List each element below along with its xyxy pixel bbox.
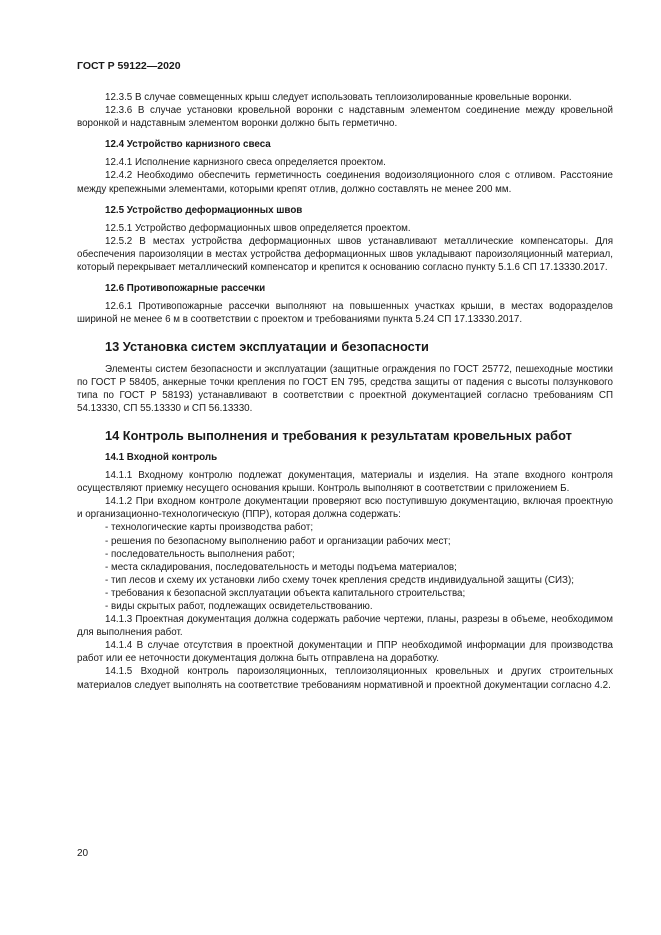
- section-heading: 13 Установка систем эксплуатации и безопасности: [105, 339, 429, 355]
- page-number: 20: [77, 848, 89, 859]
- section-heading: 14 Контроль выполнения и требования к результатам кровельных работ: [105, 427, 572, 443]
- paragraph: 12.5.1 Устройство деформационных швов определяется проектом.: [105, 222, 411, 234]
- document-header: ГОСТ Р 59122—2020: [77, 60, 181, 72]
- paragraph: 14.1.5 Входной контроль пароизоляционных, теплоизоляционных кровельных и других строительных материалов следует выполнять на соответствие требованиям нормативной и проектной документации согласно 4.2.: [77, 666, 613, 691]
- paragraph: 12.3.5 В случае совмещенных крыш следует использовать теплоизолированные кровельные воронки.: [105, 92, 572, 103]
- list-item: - требования к безопасной эксплуатации объекта капитального строительства;: [105, 587, 466, 599]
- paragraph: 14.1.2 При входном контроле документации проверяют всю поступившую документацию, включая проектную и организационно-технологическую (ППР), которая должна содержать:: [77, 496, 613, 521]
- paragraph: 12.4.2 Необходимо обеспечить герметичность соединения водоизоляционного слоя с отливом. Расстояние между крепежными элементами, которыми крепят отлив, должно составлять не менее 200 мм.: [77, 170, 613, 195]
- list-item: - последовательность выполнения работ;: [105, 548, 295, 560]
- paragraph: 12.6.1 Противопожарные рассечки выполняют на повышенных участках крыши, в местах водоразделов шириной не менее 6 м в соответствии с проектом и требованиями пункта 5.24 СП 17.13330.2017.: [77, 301, 613, 326]
- paragraph: 14.1.1 Входному контролю подлежат документация, материалы и изделия. На этапе входного контроля осуществляют приемку несущего основания крыши. Контроль выполняют в соответствии с приложением Б.: [77, 470, 613, 495]
- paragraph: 12.3.6 В случае установки кровельной воронки с надставным элементом соединение между кровельной воронкой и надставным элементом воронки должно быть герметично.: [77, 105, 613, 130]
- subsection-heading: 14.1 Входной контроль: [105, 451, 218, 463]
- subsection-heading: 12.4 Устройство карнизного свеса: [105, 139, 271, 151]
- subsection-heading: 12.5 Устройство деформационных швов: [105, 204, 303, 216]
- list-item: - виды скрытых работ, подлежащих освидетельствованию.: [105, 601, 373, 612]
- list-item: - технологические карты производства работ;: [105, 522, 314, 534]
- paragraph: 12.4.1 Исполнение карнизного свеса определяется проектом.: [105, 157, 386, 169]
- list-item: - решения по безопасному выполнению работ и организации рабочих мест;: [105, 535, 451, 547]
- paragraph: Элементы систем безопасности и эксплуатации (защитные ограждения по ГОСТ 25772, пешеходные мостики по ГОСТ Р 58405, анкерные точки крепления по ГОСТ EN 795, средства защиты от падения с высоты ползункового типа по ГОСТ Р 58193) устанавливают в соответствии с проектной документацией согласно требованиям СП 54.13330, СП 55.13330 и СП 56.13330.: [77, 363, 613, 414]
- document-body: [77, 91, 613, 692]
- paragraph: 14.1.4 В случае отсутствия в проектной документации и ППР необходимой информации для производства работ или ее неточности документация должна быть отправлена на доработку.: [77, 640, 613, 665]
- list-item: - места складирования, последовательность и методы подъема материалов;: [105, 561, 457, 573]
- list-item: - тип лесов и схему их установки либо схему точек крепления средств индивидуальной защиты (СИЗ);: [105, 574, 574, 586]
- subsection-heading: 12.6 Противопожарные рассечки: [105, 283, 266, 295]
- paragraph: 14.1.3 Проектная документация должна содержать рабочие чертежи, планы, разрезы в объеме, необходимом для выполнения работ.: [77, 614, 613, 639]
- paragraph: 12.5.2 В местах устройства деформационных швов устанавливают металлические компенсаторы. Для обеспечения пароизоляции в местах устройства деформационных швов укладывают пароизоляционный материал, который перекрывает металлический компенсатор и крепится к основанию согласно пункту 5.1.6 СП 17.13330.2017.: [77, 235, 613, 274]
